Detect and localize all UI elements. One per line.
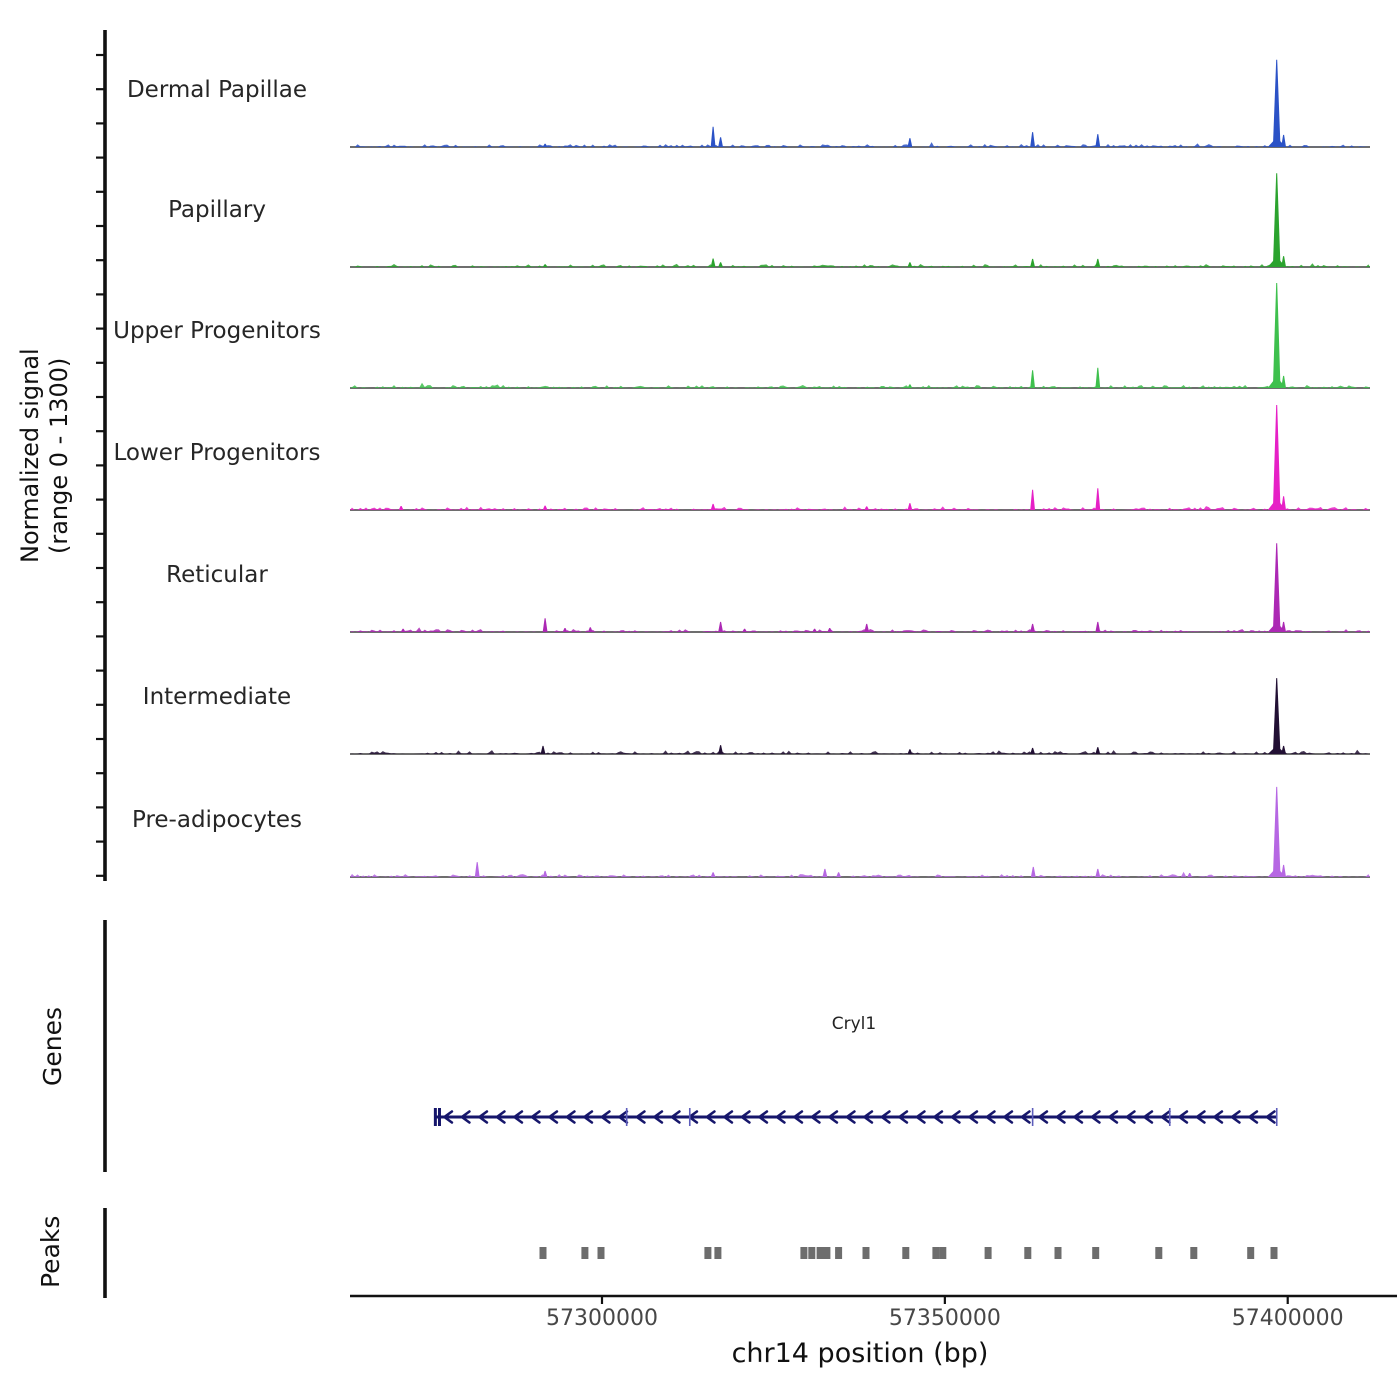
track-label-papillary: Papillary — [168, 197, 266, 223]
signal-peak-papillary — [1273, 173, 1281, 267]
signal-track-reticular — [350, 543, 1370, 632]
signal-peak-papillary — [1030, 259, 1035, 267]
signal-peak-lower-progenitors — [1281, 496, 1286, 510]
signal-peak-pre-adipocytes — [711, 872, 716, 877]
peak-region-box — [1247, 1247, 1254, 1259]
signal-peak-upper-progenitors — [1281, 376, 1286, 388]
x-tick-label-57300000: 57300000 — [546, 1306, 658, 1331]
track-label-pre-adipocytes: Pre-adipocytes — [131, 807, 303, 833]
gene-name-label: Cryl1 — [831, 1014, 877, 1034]
signal-peak-pre-adipocytes — [1273, 787, 1281, 877]
signal-peak-dermal-papillae — [543, 144, 548, 147]
signal-peak-upper-progenitors — [1095, 368, 1100, 388]
signal-peak-lower-progenitors — [1030, 490, 1035, 510]
signal-peak-reticular — [1281, 622, 1286, 632]
signal-peak-upper-progenitors — [1030, 370, 1035, 388]
signal-peak-lower-progenitors — [908, 503, 913, 510]
peak-region-box — [714, 1247, 721, 1259]
peak-region-box — [1155, 1247, 1162, 1259]
signal-peak-pre-adipocytes — [1281, 865, 1286, 877]
y-axis-label — [16, 278, 74, 634]
signal-peak-pre-adipocytes — [1031, 867, 1036, 877]
x-tick-label-57400000: 57400000 — [1231, 1306, 1344, 1331]
signal-peak-reticular — [563, 628, 568, 632]
x-axis — [350, 1296, 1397, 1304]
signal-peak-dermal-papillae — [718, 137, 723, 147]
signal-peak-reticular — [401, 629, 406, 632]
signal-peak-lower-progenitors — [711, 504, 716, 510]
signal-peak-reticular — [718, 622, 723, 632]
peak-region-box — [1055, 1247, 1062, 1259]
track-label-dermal-papillae: Dermal Papillae — [126, 77, 308, 103]
peak-region-box — [540, 1247, 547, 1259]
signal-peak-reticular — [1273, 543, 1281, 632]
track-label-lower-progenitors: Lower Progenitors — [113, 440, 321, 466]
signal-peak-papillary — [1095, 259, 1100, 267]
signal-peak-intermediate — [718, 745, 723, 754]
signal-track-pre-adipocytes — [350, 787, 1370, 877]
signal-peak-intermediate — [1095, 747, 1100, 754]
signal-peak-pre-adipocytes — [1187, 873, 1192, 877]
signal-peak-papillary — [711, 259, 716, 268]
y-axis-label-line2: (range 0 - 1300) — [44, 357, 73, 555]
peak-region-box — [902, 1247, 909, 1259]
signal-peak-papillary — [908, 262, 913, 267]
x-axis-title: chr14 position (bp) — [731, 1338, 989, 1369]
signal-peak-pre-adipocytes — [836, 872, 841, 877]
signal-peak-lower-progenitors — [1273, 405, 1281, 510]
signal-peak-intermediate — [1281, 746, 1286, 754]
peak-region-box — [1024, 1247, 1031, 1259]
signal-peak-dermal-papillae — [1030, 132, 1035, 147]
signal-track-lower-progenitors — [350, 405, 1370, 510]
genes-section-label: Genes — [38, 1006, 67, 1086]
peak-region-box — [932, 1247, 939, 1259]
signal-peak-dermal-papillae — [1273, 60, 1281, 147]
peak-region-box — [985, 1247, 992, 1259]
peak-region-box — [823, 1247, 830, 1259]
signal-peak-reticular — [812, 629, 817, 632]
peak-region-box — [598, 1247, 605, 1259]
peak-region-box — [1092, 1247, 1099, 1259]
signal-peak-lower-progenitors — [543, 506, 548, 510]
signal-peak-lower-progenitors — [399, 506, 404, 510]
signal-peak-intermediate — [541, 746, 546, 754]
signal-peak-papillary — [1281, 256, 1286, 267]
signal-peak-pre-adipocytes — [475, 862, 480, 877]
y-axis-label-line1: Normalized signal — [16, 348, 44, 564]
track-label-upper-progenitors: Upper Progenitors — [113, 318, 321, 344]
signal-track-papillary — [350, 173, 1370, 267]
genes-track — [105, 920, 1277, 1172]
signal-peak-upper-progenitors — [908, 384, 913, 388]
signal-peak-lower-progenitors — [1095, 488, 1100, 510]
signal-peak-reticular — [742, 629, 747, 632]
signal-peak-upper-progenitors — [1273, 283, 1281, 388]
peak-region-box — [863, 1247, 870, 1259]
peak-region-box — [939, 1247, 946, 1259]
peak-region-box — [800, 1247, 807, 1259]
signal-track-dermal-papillae — [350, 60, 1370, 147]
peak-region-box — [1190, 1247, 1197, 1259]
signal-peak-intermediate — [1273, 678, 1281, 754]
track-label-reticular: Reticular — [166, 562, 268, 588]
peak-region-box — [808, 1247, 815, 1259]
signal-peak-reticular — [1095, 622, 1100, 632]
signal-track-upper-progenitors — [350, 283, 1370, 388]
signal-peak-papillary — [543, 264, 548, 267]
signal-peak-dermal-papillae — [908, 138, 913, 147]
signal-peak-intermediate — [1030, 748, 1035, 754]
peak-region-box — [581, 1247, 588, 1259]
signal-peak-reticular — [864, 624, 869, 632]
signal-peak-pre-adipocytes — [543, 871, 548, 877]
signal-peak-pre-adipocytes — [823, 869, 828, 877]
signal-peak-pre-adipocytes — [1095, 869, 1100, 877]
peaks-track — [105, 1208, 1278, 1298]
track-label-intermediate: Intermediate — [142, 684, 292, 710]
signal-peak-papillary — [718, 262, 723, 267]
peak-region-box — [1271, 1247, 1278, 1259]
signal-peak-reticular — [1030, 624, 1035, 632]
peak-region-box — [817, 1247, 824, 1259]
signal-peak-reticular — [543, 618, 548, 632]
signal-peak-reticular — [588, 627, 593, 632]
peak-region-box — [835, 1247, 842, 1259]
x-tick-label-57350000: 57350000 — [888, 1306, 1001, 1331]
signal-peak-intermediate — [908, 749, 913, 754]
signal-peak-dermal-papillae — [1281, 135, 1286, 147]
signal-peak-lower-progenitors — [864, 506, 869, 510]
signal-track-intermediate — [350, 678, 1370, 754]
peak-region-box — [704, 1247, 711, 1259]
noise-lower-progenitors — [350, 506, 1370, 510]
signal-peak-dermal-papillae — [1095, 134, 1100, 147]
peaks-section-label: Peaks — [36, 1215, 65, 1289]
signal-peak-dermal-papillae — [711, 127, 716, 147]
